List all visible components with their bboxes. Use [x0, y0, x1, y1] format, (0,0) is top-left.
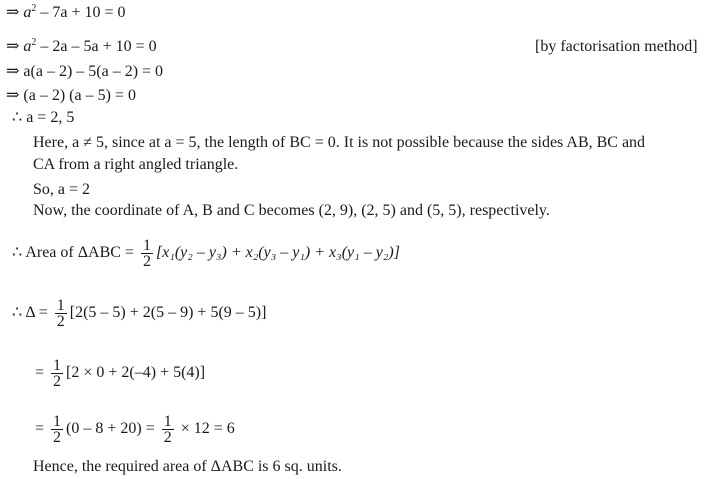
conclusion: Hence, the required area of ΔABC is 6 sq. units. — [33, 458, 342, 475]
half-fraction — [51, 414, 63, 445]
exponent: 2 — [31, 3, 37, 14]
fraction-numerator: 1 — [163, 413, 172, 430]
half-fraction — [55, 298, 67, 329]
step-2-text: – 2a – 5a + 10 = 0 — [36, 38, 157, 55]
implies-symbol: ⇒ — [6, 38, 20, 55]
step-2 — [6, 38, 157, 56]
explanation-line-1: Here, a ≠ 5, since at a = 5, the length of BC = 0. It is not possible because the sides AB, BC and — [33, 134, 646, 151]
step-5-text: a = 2, 5 — [26, 109, 75, 126]
therefore-symbol: ∴ — [12, 304, 23, 322]
therefore-symbol: ∴ — [12, 244, 23, 262]
fraction-numerator: 1 — [53, 357, 62, 374]
calc-1-body: [2(5 – 5) + 2(5 – 9) + 5(9 – 5)] — [69, 304, 267, 322]
fraction-denominator: 2 — [53, 429, 62, 446]
step-1-text: – 7a + 10 = 0 — [36, 4, 126, 21]
method-note: [by factorisation method] — [535, 38, 698, 55]
fraction-numerator: 1 — [142, 237, 151, 254]
calc-line-2 — [35, 358, 205, 389]
explanation-line-2: CA from a right angled triangle. — [33, 156, 239, 173]
step-4 — [6, 87, 136, 105]
fraction-denominator: 2 — [142, 253, 151, 270]
calc-3-lhs: = — [35, 420, 49, 438]
variable-a: a — [23, 4, 32, 21]
explanation-line-4: Now, the coordinate of A, B and C becomes (2, 9), (2, 5) and (5, 5), respectively. — [33, 202, 550, 219]
half-fraction — [51, 358, 63, 389]
step-3-text: a(a – 2) – 5(a – 2) = 0 — [23, 63, 164, 80]
fraction-denominator: 2 — [53, 373, 62, 390]
fraction-numerator: 1 — [56, 297, 65, 314]
exponent: 2 — [31, 37, 37, 48]
calc-2-lhs: = — [35, 364, 49, 382]
implies-symbol: ⇒ — [6, 63, 20, 80]
step-4-text: (a – 2) (a – 5) = 0 — [23, 87, 136, 104]
calc-3-middle: (0 – 8 + 20) = — [66, 420, 159, 438]
fraction-numerator: 1 — [53, 413, 62, 430]
calc-1-lhs: Δ = — [25, 304, 52, 322]
half-fraction — [162, 414, 174, 445]
step-3 — [6, 63, 163, 81]
calc-3-tail: × 12 = 6 — [176, 420, 235, 438]
explanation-line-3: So, a = 2 — [33, 181, 91, 198]
calc-line-3 — [35, 414, 235, 445]
therefore-symbol: ∴ — [12, 109, 23, 126]
calc-line-1 — [12, 298, 266, 329]
area-formula — [12, 238, 400, 269]
fraction-denominator: 2 — [56, 313, 65, 330]
step-1 — [6, 4, 126, 22]
area-label: Area of ΔABC = — [25, 244, 138, 262]
calc-2-body: [2 × 0 + 2(–4) + 5(4)] — [66, 364, 206, 382]
variable-a: a — [23, 38, 32, 55]
half-fraction — [141, 238, 153, 269]
step-5 — [12, 109, 74, 127]
fraction-denominator: 2 — [163, 429, 172, 446]
implies-symbol: ⇒ — [6, 4, 20, 21]
formula-body: [x₁(y₂ – y₃) + x₂(y₃ – y₁) + x₃(y₁ – y₂)] — [155, 244, 400, 262]
implies-symbol: ⇒ — [6, 87, 20, 104]
